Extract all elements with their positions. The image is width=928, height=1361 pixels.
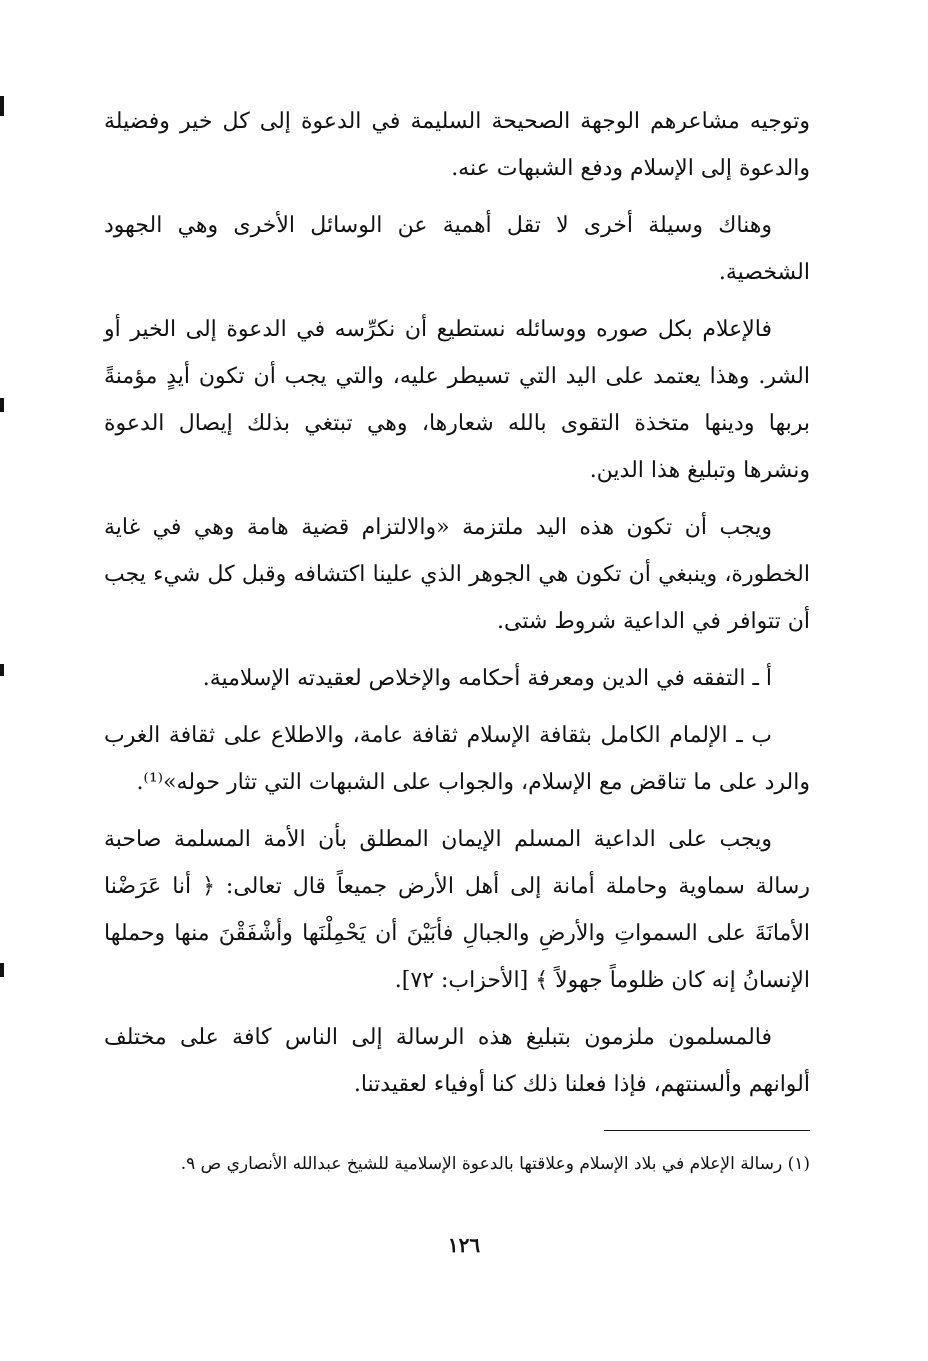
scan-edge-mark (0, 963, 4, 977)
list-item: أ ـ التفقه في الدين ومعرفة أحكامه والإخلاص لعقيدته الإسلامية. (202, 666, 772, 691)
list-item: ب ـ الإلمام الكامل بثقافة الإسلام ثقافة عامة، والاطلاع على ثقافة الغرب والرد على ما تناقض مع الإسلام، والجواب على الشبهات التي تثار حوله»⁽¹⁾. (104, 723, 810, 795)
scan-edge-mark (0, 96, 4, 116)
paragraph: فالإعلام بكل صوره ووسائله نستطيع أن نكرِّسه في الدعوة إلى الخير أو الشر. وهذا يعتمد على اليد التي تسيطر عليه، والتي يجب أن تكون أيدٍ مؤمنةً بربها ودينها متخذة التقوى بالله شعارها، وهي تبتغي بذلك إيصال الدعوة ونشرها وتبليغ هذا الدين. (104, 317, 810, 483)
body-text (104, 98, 810, 1118)
footnote-separator (604, 1130, 810, 1131)
paragraph: وتوجيه مشاعرهم الوجهة الصحيحة السليمة في الدعوة إلى كل خير وفضيلة والدعوة إلى الإسلام ودفع الشبهات عنه. (104, 109, 810, 181)
footnote: (١) رسالة الإعلام في بلاد الإسلام وعلاقتها بالدعوة الإسلامية للشيخ عبدالله الأنصاري ص ٩. (180, 1154, 810, 1174)
paragraph: ويجب أن تكون هذه اليد ملتزمة «والالتزام قضية هامة وهي في غاية الخطورة، وينبغي أن تكون هي الجوهر الذي علينا اكتشافه وقبل كل شيء يجب أن تتوافر في الداعية شروط شتى. (104, 515, 810, 634)
page-number: ١٢٦ (447, 1233, 481, 1257)
scan-edge-mark (0, 664, 4, 676)
paragraph: ويجب على الداعية المسلم الإيمان المطلق بأن الأمة المسلمة صاحبة رسالة سماوية وحاملة أمانة إلى أهل الأرض جميعاً قال تعالى: ﴿ أنا عَرَضْنا الأمانَةَ على السمواتِ والأرضِ والجبالِ فأبَيْنَ أن يَحْمِلْنَها وأشْفَقْنَ منها وحملها الإنسانُ إنه كان ظلوماً جهولاً ﴾ [الأحزاب: ٧٢]. (104, 827, 810, 993)
paragraph: فالمسلمون ملزمون بتبليغ هذه الرسالة إلى الناس كافة على مختلف ألوانهم وألسنتهم، فإذا فعلنا ذلك كنا أوفياء لعقيدتنا. (104, 1025, 810, 1097)
scan-edge-mark (0, 398, 4, 412)
paragraph: وهناك وسيلة أخرى لا تقل أهمية عن الوسائل الأخرى وهي الجهود الشخصية. (104, 213, 810, 285)
